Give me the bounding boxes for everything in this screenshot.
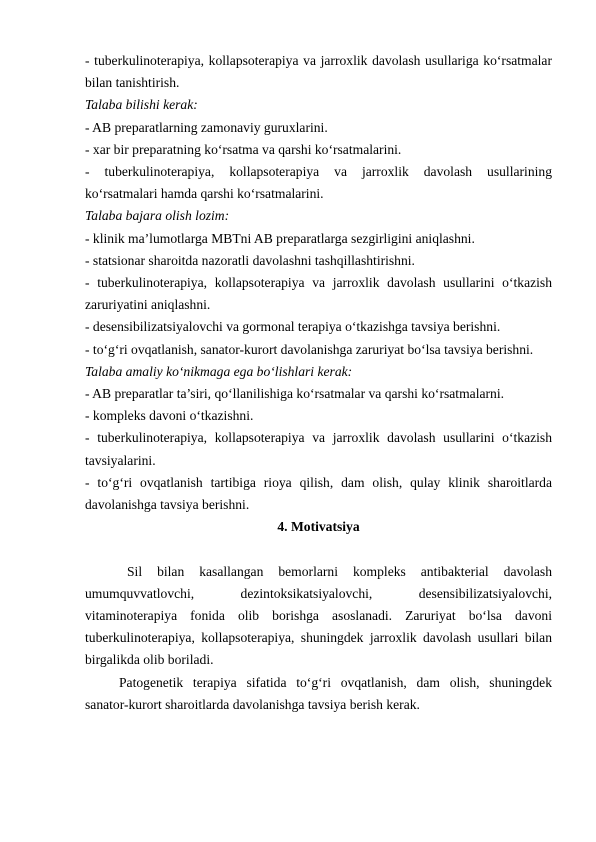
motivation-paragraph: Sil bilan kasallangan bemorlarni kompleks antibakterial davolash umumquvvatlovchi, dezintoksikatsiyalovchi, desensibilizatsiyalovchi, vitaminoterapiya fonida olib borishga asoslanadi. Zaruriyat bo‘lsa davoni tuberkulinoterapiya, kollapsoterapiya, shuningdek jarroxlik davolash usullari bilan birgalikda olib boriladi.: [85, 563, 552, 668]
do-item: - desensibilizatsiyalovchi va gormonal terapiya o‘tkazishga tavsiya berishni.: [85, 319, 501, 335]
skills-item: - tuberkulinoterapiya, kollapsoterapiya va jarroxlik davolash usullarini o‘tkazish tavsiyalarini.: [85, 430, 552, 468]
skills-item: - to‘g‘ri ovqatlanish tartibiga rioya qilish, dam olish, qulay klinik sharoitlarda davolanishga tavsiya berishni.: [85, 474, 552, 513]
skills-item: - kompleks davoni o‘tkazishni.: [85, 408, 254, 424]
do-item: - statsionar sharoitda nazoratli davolashni tashqillashtirishni.: [85, 252, 415, 268]
skills-heading: Talaba amaliy ko‘nikmaga ega bo‘lishlari kerak:: [85, 363, 353, 379]
intro-line: - tuberkulinoterapiya, kollapsoterapiya va jarroxlik davolash usullariga ko‘rsatmalar bilan tanishtirish.: [85, 53, 552, 91]
skills-item: - AB preparatlar ta’siri, qo‘llanilishiga ko‘rsatmalar va qarshi ko‘rsatmalarni.: [85, 386, 505, 402]
do-item: - to‘g‘ri ovqatlanish, sanator-kurort davolanishga zaruriyat bo‘lsa tavsiya berishni.: [85, 341, 534, 357]
do-item: - klinik ma’lumotlarga MBTni AB preparatlarga sezgirligini aniqlashni.: [85, 230, 475, 246]
document-page: [85, 50, 552, 716]
know-heading: Talaba bilishi kerak:: [85, 97, 198, 113]
do-heading: Talaba bajara olish lozim:: [85, 208, 230, 224]
motivation-paragraph: Patogenetik terapiya sifatida to‘g‘ri ovqatlanish, dam olish, shuningdek sanator-kurort sharoitlarda davolanishga tavsiya berish kerak.: [85, 674, 552, 712]
blank-line: [85, 538, 552, 560]
know-item: - tuberkulinoterapiya, kollapsoterapiya va jarroxlik davolash usullarining ko‘rsatmalari hamda qarshi ko‘rsatmalarini.: [85, 164, 552, 202]
know-item: - xar bir preparatning ko‘rsatma va qarshi ko‘rsatmalarini.: [85, 141, 402, 157]
know-item: - AB preparatlarning zamonaviy guruxlarini.: [85, 119, 328, 135]
section-heading: 4. Motivatsiya: [277, 519, 360, 535]
do-item: - tuberkulinoterapiya, kollapsoterapiya va jarroxlik davolash usullarini o‘tkazish zaruriyatini aniqlashni.: [85, 275, 552, 313]
